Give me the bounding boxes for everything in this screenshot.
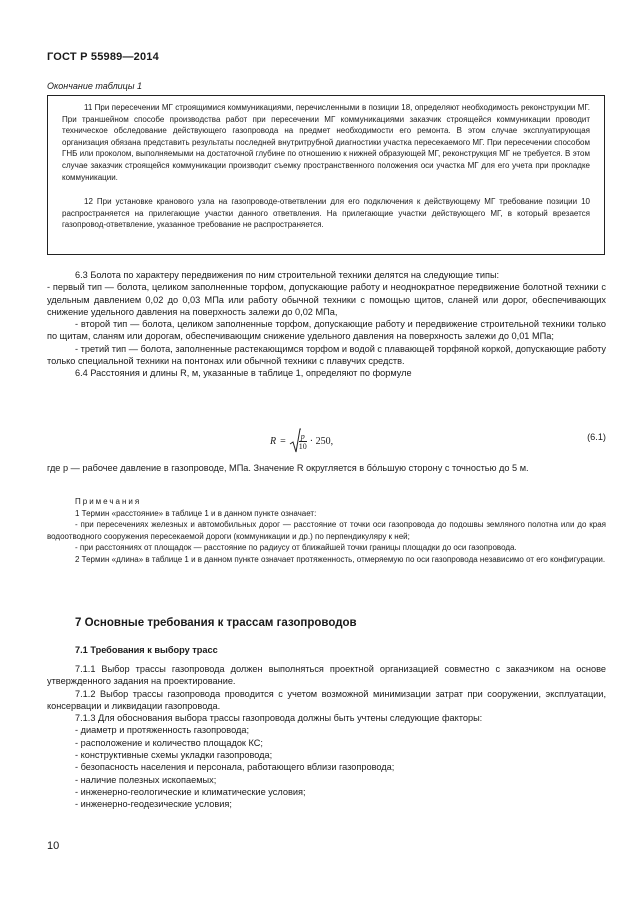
note-1b: - при расстояниях от площадок — расстояние по радиусу от ближайшей точки границы площадки до оси газопровода. — [75, 543, 517, 552]
note-1: 1 Термин «расстояние» в таблице 1 и в данном пункте означает: — [75, 508, 317, 518]
factor-item: - наличие полезных ископаемых; — [75, 774, 217, 785]
section-7-title: 7 Основные требования к трассам газопроводов — [75, 617, 357, 629]
formula-number: (6.1) — [587, 432, 606, 442]
page-number: 10 — [47, 840, 60, 852]
para-7-1-3: 7.1.3 Для обоснования выбора трассы газопровода должны быть учтены следующие факторы: — [75, 713, 483, 724]
factor-item: - инженерно-геологические и климатические условия; — [75, 786, 306, 797]
para-7-1-2: 7.1.2 Выбор трассы газопровода проводится с учетом возможной минимизации затрат при сооружении, эксплуатации, консервации и ликвидации газопровода. — [47, 688, 606, 711]
formula-tail: · 250, — [309, 435, 334, 447]
factor-item: - инженерно-геодезические условия; — [75, 799, 232, 810]
swamp-type-3: - третий тип — болота, заполненные растекающимся торфом и водой с плавающей торфяной коркой, допускающие работу только специальной техники на понтонах или обычной техники с плавучих средств. — [47, 343, 606, 367]
formula-eq: = — [280, 435, 286, 447]
table-caption: Окончание таблицы 1 — [47, 81, 142, 91]
formula-6-1 — [270, 428, 333, 454]
doc-header: ГОСТ Р 55989—2014 — [47, 51, 159, 63]
section-6-3 — [47, 269, 606, 380]
note-2: 2 Термин «длина» в таблице 1 и в данном пункте означает протяженность, отмеряемую по оси газопровода независимо от его конфигурации. — [75, 554, 606, 564]
factor-item: - безопасность населения и персонала, работающего вблизи газопровода; — [75, 762, 395, 773]
formula-denominator: 10 — [298, 441, 307, 451]
factor-item: - диаметр и протяженность газопровода; — [75, 725, 249, 736]
formula-fraction — [299, 432, 307, 451]
sqrt-sign — [289, 428, 307, 454]
formula-numerator: p — [300, 431, 305, 441]
factor-item: - расположение и количество площадок КС; — [75, 737, 263, 748]
formula-explain-text: где p — рабочее давление в газопроводе, МПа. Значение R округляется в бо́льшую сторону с точностью до 5 м. — [47, 463, 529, 473]
note-1a: - при пересечениях железных и автомобильных дорог — расстояние от точки оси газопровода до подошвы земляного полотна или до края водоотводного сооружения пересекаемой дороги (коммуникации и др.) по перпендикуляру к ней; — [47, 520, 606, 541]
notes-block — [47, 496, 606, 565]
section-6-4-text: 6.4 Расстояния и длины R, м, указанные в таблице 1, определяют по формуле — [75, 368, 412, 379]
section-7-1-body — [47, 663, 606, 811]
formula-lhs: R — [270, 435, 277, 447]
notes-title: Примечания — [75, 497, 142, 506]
swamp-type-2: - второй тип — болота, целиком заполненные торфом, допускающие работу и передвижение строительной техники только по щитам, сланям или дорогам, обеспечивающим снижение удельного давления на поверхность залежи до 0,01 МПа; — [47, 319, 606, 342]
table-note-12: 12 При установке кранового узла на газопроводе-ответвлении для его подключения к действующему МГ требование позиции 10 распространяется на прилегающие участки данного ответвления. На прилегающие участки действующего МГ, в который врезается газопровод-ответвление, указанное требование не распространяется. — [62, 197, 590, 230]
section-7-1-title: 7.1 Требования к выбору трасс — [75, 645, 218, 655]
table-notes-box — [47, 95, 605, 255]
factor-item: - конструктивные схемы укладки газопровода; — [75, 750, 273, 761]
section-6-3-intro: 6.3 Болота по характеру передвижения по ним строительной техники делятся на следующие типы: — [75, 270, 500, 280]
para-7-1-1: 7.1.1 Выбор трассы газопровода должен выполняться проектной организацией совместно с заказчиком на основе утвержденного задания на проектирование. — [47, 664, 606, 687]
swamp-type-1: - первый тип — болота, целиком заполненные торфом, допускающие работу и неоднократное передвижение болотной техники с удельным давлением 0,02 до 0,03 МПа или работу обычной техники с помощью щитов, сланей или дорог, обеспечивающих снижение удельного давления на поверхность залежи до 0,02 МПа, — [47, 282, 606, 317]
table-note-11: 11 При пересечении МГ строящимися коммуникациями, перечисленными в позиции 18, определяют необходимость реконструкции МГ. При траншейном способе производства работ при пересечении МГ коммуникациями заказчик строящейся коммуникации проводит техническое обследование действующего газопровода на предмет необходимости его ремонта. В этом случае эксплуатирующая организация обязана представить результаты последней внутритрубной диагностики участка пересекаемого МГ. При пересечении способом ГНБ или проколом, выполняемыми на достаточной глубине по отношению к нижней образующей МГ, реконструкция МГ не требуется. В этом случае заказчик строящейся коммуникации производит съемку пространственного положения оси участка МГ для его учета при прокладке коммуникации. — [62, 103, 590, 182]
formula-explanation — [47, 462, 606, 474]
